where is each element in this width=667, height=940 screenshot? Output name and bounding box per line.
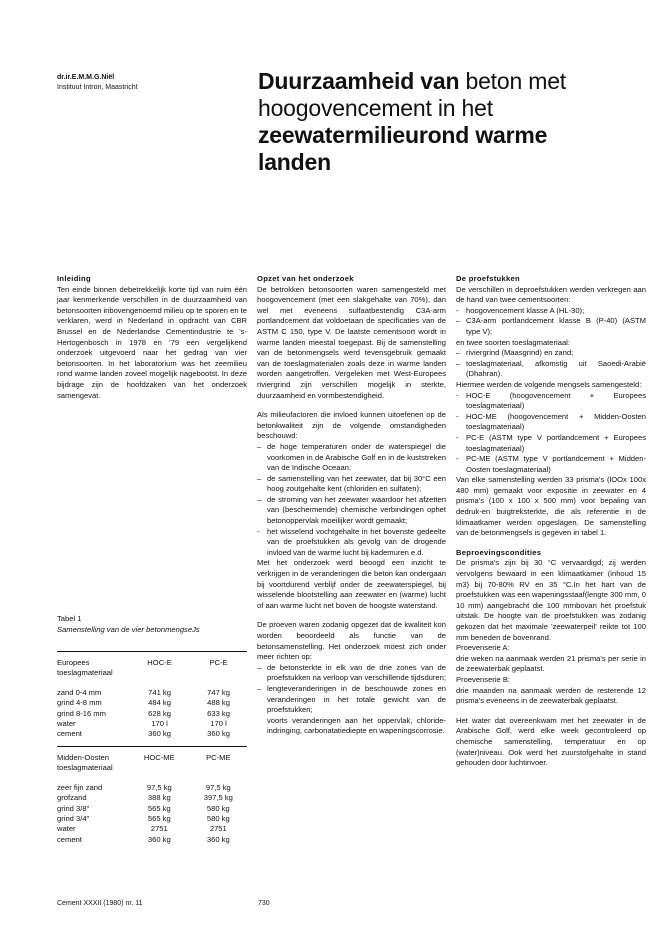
table-cell: 360 kg	[206, 834, 230, 844]
table-cell: 633 kg	[207, 708, 230, 718]
list-marker: –	[257, 683, 262, 693]
list-marker: -	[456, 411, 459, 421]
table-caption-label: Tabel 1	[57, 614, 82, 623]
paragraph: Ten einde binnen debetrekkelijk korte tijd van ruim één jaar kenmerkende verschillen in de duurzaamheid van betonsoorten inbovengenoemd milieu op te sporen en te verklaren, werd in Nederland in opdracht van CBR Brussel en de Nederlandse Cementindustrie te 's-Hertogenbosch in 1978 en '79 een vergelijkend onderzoek uitgevoerd naar het gedrag van vier betonsoorten. In het laboratorium was het zeemilieu rond warme landen zoveel mogelijk nagebootst. In deze bijdrage zijn de hoofdzaken van het onderzoek samengevat.	[57, 284, 247, 400]
table-row	[57, 729, 247, 739]
paragraph-gap	[456, 539, 646, 548]
table-cell: 580 kg	[206, 803, 230, 813]
title-part: rond warme	[418, 122, 548, 148]
list-item	[456, 412, 646, 433]
table-cell: 484 kg	[148, 698, 171, 708]
list-item	[456, 348, 646, 359]
author-institute: Instituut Intron, Maastricht	[57, 84, 138, 91]
title-part: Duurzaamheid van	[258, 68, 460, 94]
table-cell: zeer fijn zand	[57, 782, 103, 792]
table-cell: 580 kg	[206, 814, 230, 824]
list-item-text: toeslagmateriaal, afkomstig uit Saoedi-Arabië (Dhahran).	[466, 358, 646, 379]
list-item-text: de stroming van het zeewater waardoor het afzetten van (beschermende) chemische verbindingen ophet betonoppervlak moeilijker wordt gemaakt;	[267, 494, 446, 526]
list-marker: -	[456, 454, 459, 464]
paragraph: Proevenserie A:	[456, 643, 510, 653]
author-block	[57, 73, 138, 93]
list-item-text: HOC-E (hoogovencement + Europees toeslagmateriaal)	[466, 390, 646, 411]
list-item-text: lengteveranderingen in de beschouwde zones en veranderingen in het totale gewicht van de proefstukken;	[267, 683, 446, 715]
list-item-text: hoogovencement klasse A (HL-30);	[466, 305, 585, 315]
table-cell: cement	[57, 834, 82, 844]
table-caption-title: Samenstelling van de vier betonmengseJs	[57, 624, 200, 634]
list-item	[257, 663, 446, 684]
table-top-rule	[57, 651, 247, 652]
paragraph: Proevenserie B:	[456, 674, 511, 684]
table-row	[57, 824, 247, 834]
table-header-cell: Midden-Oosten toeslagmateriaal	[57, 753, 113, 773]
paragraph: De prisma's zijn bij 30 °C vervaardigd; zij werden vervolgens bewaard in een klimaatkamer (inhoud 15 m3) bij 70-80% RV en 35 °C.In het hart van de proefstukken was een wapeningsstaaf(lengte 300 mm, 0 10 mm) aangebracht die 100 mrnbovan het proefstuk uitstak. De hoogte van de proefstukken was zodanig gekozen dat het maximale 'zeewaterpeil' reikte tot 100 mm beneden de bovenrand.	[456, 558, 646, 642]
list-item	[257, 527, 446, 559]
table-spacer	[57, 774, 247, 783]
table-row	[57, 709, 247, 719]
table-mid-rule	[57, 746, 247, 747]
section-heading: Beproevingscondities	[456, 547, 542, 557]
table-row	[57, 835, 247, 845]
list-item-text: de betonsterkte in elk van de drie zones van de proefstukken na verloop van verschillende tijdsduren;	[267, 662, 446, 683]
list-marker: -	[257, 526, 260, 536]
table-row	[57, 688, 247, 698]
table-cell: 360 kg	[207, 729, 230, 739]
paragraph: Als milieufactoren die invloed kunnen uitoefenen op de betonkwaliteit zijn de volgende omstandigheden beschouwd:	[257, 410, 446, 441]
table-header-cell: Europees toeslagmateriaal	[57, 658, 113, 678]
table-cell: 628 kg	[148, 708, 171, 718]
list-item	[257, 716, 446, 737]
table-cell: 741 kg	[148, 687, 171, 697]
table-cell: 747 kg	[207, 687, 230, 697]
journal-footer: Cement XXXII (1980) nr. 11	[57, 900, 143, 907]
table-cell: grind 3/8"	[57, 803, 90, 813]
list-item	[456, 433, 646, 454]
column-3	[456, 274, 646, 769]
paragraph: De verschillen in deproefstukken werden verkregen aan de hand van twee cementsoorten:	[456, 284, 646, 305]
column-1	[57, 274, 247, 401]
paragraph: drie weken na aanmaak werden 21 prisma's per serie in de zeewaterbak geplaatst.	[456, 653, 646, 674]
list-item-text: de samenstelling van het zeewater, dat bij 30°C een hoog zoutgehalte kent (chloriden en sulfaten);	[267, 473, 446, 494]
table-row	[57, 804, 247, 814]
table-cell: 170 l	[151, 719, 168, 729]
paragraph: Van elke samenstelling werden 33 prisma's (lOOx 100x 480 mm) gemaakt voor expositie in zeewater en 4 prisma's (100 x 100 x 500 mm) voor bepaling van dedruk-en buigtreksterkte, die als referentie in de klimaatkamer werden opgeslagen. De samenstelling van de betonmengsels is gegeven in tabel 1.	[456, 475, 646, 538]
table-cell: grind 4-8 mm	[57, 698, 102, 708]
list-item-text: PC-ME (ASTM type V portlandcement + Midden-Oosten toeslagmateriaal)	[466, 454, 646, 474]
paragraph: Hiermee werden de volgende mengsels samengesteld:	[456, 379, 642, 389]
table-row	[57, 719, 247, 729]
paragraph: drie maanden na aanmaak werden de resterende 12 prisma's eveneens in de zeewaterbak geplaatst.	[456, 685, 646, 706]
paragraph: Met het onderzoek werd beoogd een inzicht te verkrijgen in de veranderingen die beton kan ondergaan bij voortdurend verblijf onder de zeewaterspiegel, bij wisselende blootstelling aan zeewater en (warme) lucht of aan warme lucht net boven de hoogste waterstand.	[257, 558, 446, 610]
table-cell: 565 kg	[147, 814, 171, 824]
list-item	[456, 316, 646, 337]
table-block-middle-east	[57, 753, 247, 845]
paragraph: en twee soorten toeslagmateriaal:	[456, 337, 570, 347]
table-cell: 2751	[209, 824, 227, 834]
table-row	[57, 814, 247, 824]
paragraph-gap	[257, 611, 446, 620]
list-marker: –	[456, 348, 461, 358]
list-item-text: riviergrind (Maasgrind) en zand;	[466, 348, 574, 358]
title-part: landen	[258, 149, 331, 175]
table-header-cell: PC-E	[209, 658, 228, 667]
table-cell: grind 3/4"	[57, 814, 90, 824]
list-item	[456, 359, 646, 380]
list-item-text: HOC-ME (hoogovencement + Midden-Oosten toeslagmateriaal)	[466, 411, 646, 432]
table-row	[57, 698, 247, 708]
table-cell: 397,5 kg	[203, 793, 233, 803]
list-marker: –	[257, 494, 262, 504]
table-cell: zand 0-4 mm	[57, 687, 102, 697]
table-row	[57, 783, 247, 793]
list-marker: -	[456, 305, 459, 315]
title-part: zeewatermilieu	[258, 122, 419, 148]
list-item-text: de hoge temperaturen onder de waterspiegel die voorkomen in de Arabische Golf en in de kuststreken van de Indische Oceaan;	[267, 441, 446, 473]
table-cell: 565 kg	[147, 803, 171, 813]
title-part: hoogovencement in het	[258, 95, 493, 121]
table-cell: 488 kg	[207, 698, 230, 708]
paragraph: Het water dat overeenkwam met het zeewater in de Arabische Golf, werd elke week gecontroleerd op chemische samenstelling, temperatuur en op (water)niveau. Ook werd het zuurstofgehalte in stand gehouden door luchtinvoer.	[456, 715, 646, 768]
table-cell: 360 kg	[148, 729, 171, 739]
list-item	[456, 454, 646, 475]
list-item-text: voorts veranderingen aan het oppervlak, chloride-indringing, carbonatatiediepte en wapeningscorrosie.	[267, 715, 446, 736]
table-cell: cement	[57, 729, 82, 739]
article-title	[258, 68, 648, 176]
page-number: 730	[258, 900, 270, 907]
paragraph-gap	[257, 401, 446, 410]
table-cell: water	[57, 824, 76, 834]
list-marker: –	[257, 473, 262, 483]
table-header-row	[57, 753, 247, 774]
table-cell: 97,5 kg	[205, 782, 231, 792]
section-heading: Opzet van het onderzoek	[257, 274, 354, 283]
list-marker: –	[456, 316, 461, 326]
table-spacer	[57, 679, 247, 688]
table-cell: water	[57, 719, 76, 729]
list-marker: –	[257, 441, 262, 451]
section-heading: Inleiding	[57, 274, 91, 283]
list-item	[257, 495, 446, 527]
paragraph: De betrokken betonsoorten waren samengesteld met hoogovencement (met een slakgehalte van 70%), dan wel met eveneens sulfaatbestendig C3A-arm portlandcement dat voldoetaan de specificaties van de ASTM C 150, type V. De laatste cementsoort wordt in warme landen meestal toegepast. Bij de samenstelling van de betonmengsels werd tevensgebruik gemaakt van de toeslagmaterialen zoals deze in warme landen worden aangetroffen. Vergeleken met West-Europees riviergrind zijn verschillen mogelijk in sterkte, duurzaamheid en vormbestendigheid.	[257, 284, 446, 400]
list-marker: -	[456, 432, 459, 442]
table-cell: 388 kg	[147, 793, 171, 803]
table-row	[57, 793, 247, 803]
table-header-cell: HOC-E	[147, 658, 172, 667]
list-item-text: C3A-arm portlandcement klasse B (P-40) (ASTM type V);	[466, 316, 646, 336]
paragraph-gap	[456, 707, 646, 716]
list-item-text: het wisselend vochtgehalte in het bovenste gedeelte van de proefstukken als gevolg van de drogende invloed van de warme lucht bij kademuren e.d.	[267, 526, 446, 557]
list-item	[257, 684, 446, 716]
list-item	[456, 306, 646, 317]
table-cell: 97,5 kg	[146, 782, 172, 792]
table-caption	[57, 614, 200, 635]
table-cell: grofzand	[57, 793, 87, 803]
table-cell: grind 8-16 mm	[57, 708, 106, 718]
table-cell: 170 l	[210, 719, 227, 729]
list-item-text: PC-E (ASTM type V portlandcement + Europees toeslagmateriaal)	[466, 432, 646, 453]
list-marker: –	[257, 662, 262, 672]
list-marker: –	[456, 358, 461, 368]
table-cell: 360 kg	[147, 834, 171, 844]
table-cell: 2751	[150, 824, 168, 834]
list-marker: -	[456, 390, 459, 400]
list-item	[257, 474, 446, 495]
list-item	[257, 442, 446, 474]
paragraph: De proeven waren zodanig opgezet dat de kwaliteit kon worden beoordeeld als functie van de betonsamenstelling. Het onderzoek moest zich onder meer richten op:	[257, 620, 446, 662]
table-header-row	[57, 658, 247, 679]
table-header-cell: PC-ME	[206, 753, 231, 762]
author-name: dr.ir.E.M.M.G.Niël	[57, 74, 115, 81]
table-header-cell: HOC-ME	[143, 753, 175, 762]
table-block-europe	[57, 658, 247, 740]
section-heading: De proefstukken	[456, 274, 521, 283]
list-item	[456, 391, 646, 412]
column-2	[257, 274, 446, 737]
title-part: beton met	[459, 68, 566, 94]
